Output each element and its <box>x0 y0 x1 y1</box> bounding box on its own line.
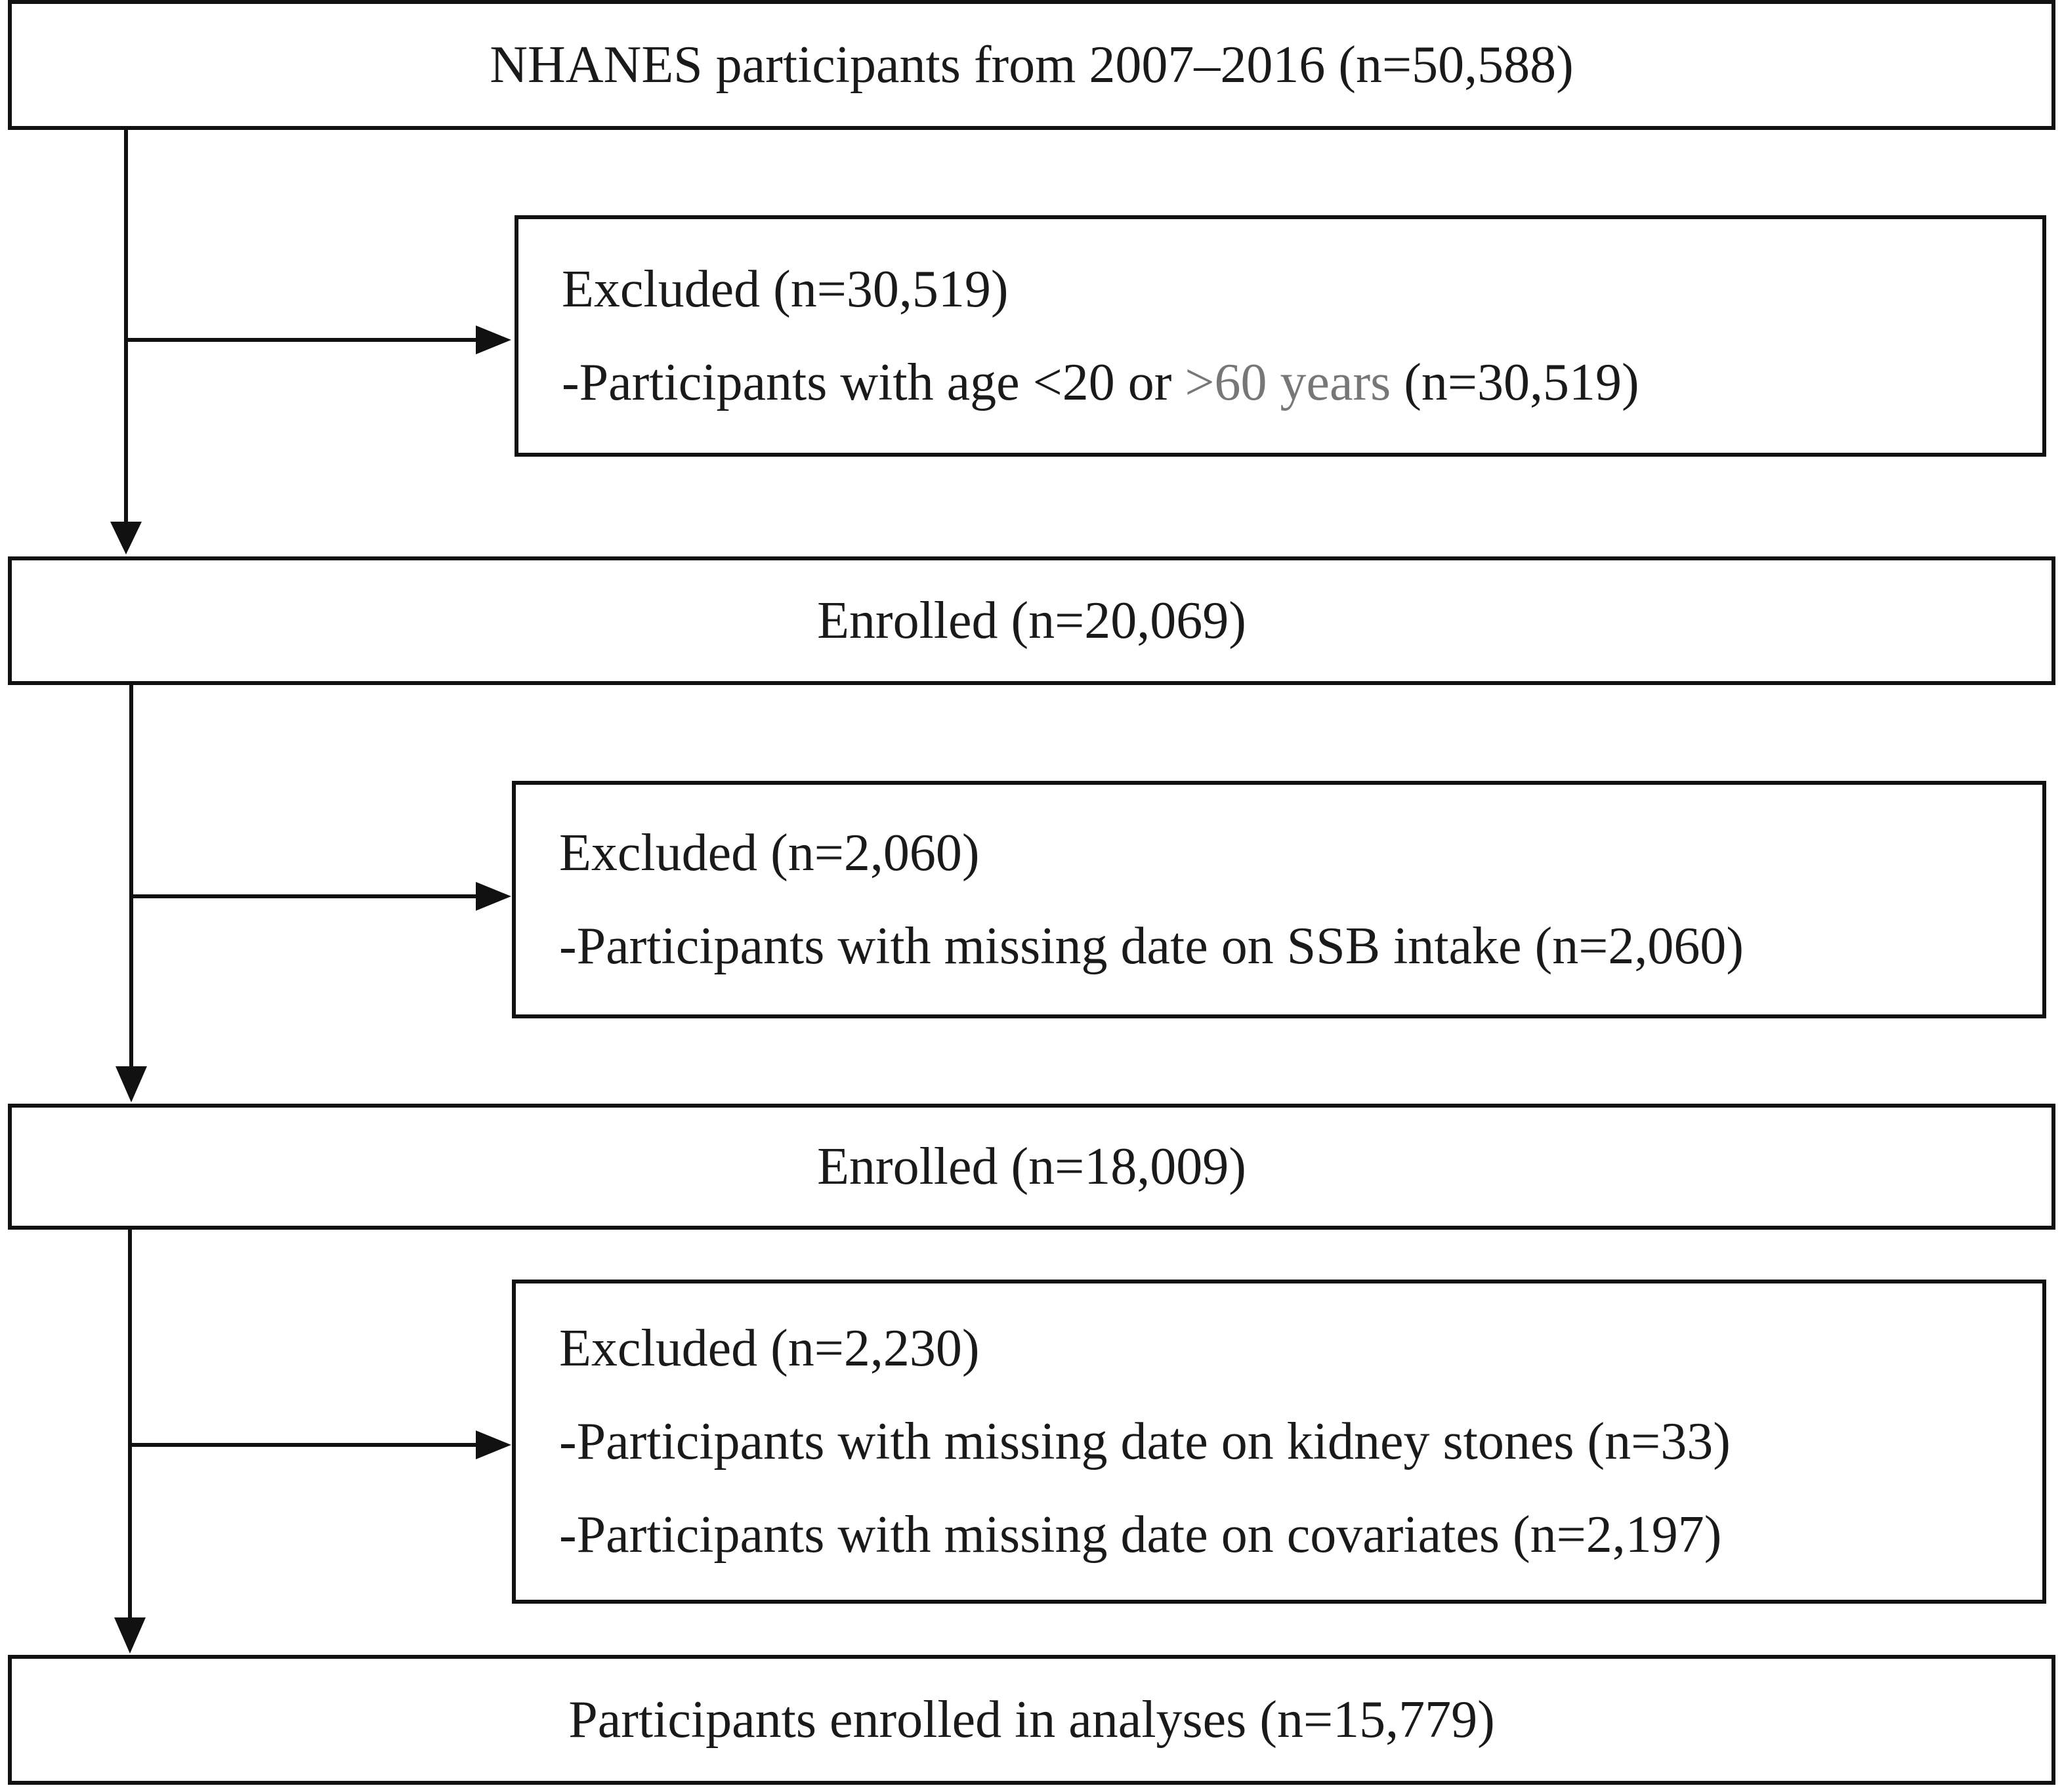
exclusion-box-1 <box>515 215 2046 457</box>
enrolled-box-1 <box>8 556 2055 685</box>
enrolled-1-label: Enrolled (n=20,069) <box>817 592 1246 650</box>
exclusion-1-item-prefix: -Participants with age <20 or <box>562 354 1185 411</box>
final-label: Participants enrolled in analyses (n=15,779) <box>568 1691 1495 1749</box>
exclusion-2-item: -Participants with missing date on SSB intake (n=2,060) <box>559 917 1744 975</box>
arrowhead-down-2 <box>116 1066 147 1102</box>
exclusion-3-title: Excluded (n=2,230) <box>559 1320 980 1377</box>
exclusion-3-item-1: -Participants with missing date on kidney stones (n=33) <box>559 1413 1731 1470</box>
enrolled-2-label: Enrolled (n=18,009) <box>817 1138 1246 1196</box>
arrowhead-right-3 <box>476 1430 511 1459</box>
start-box <box>8 0 2055 130</box>
exclusion-1-title: Excluded (n=30,519) <box>562 260 1009 318</box>
arrowhead-right-1 <box>476 325 511 354</box>
exclusion-box-2 <box>512 781 2046 1018</box>
exclusion-3-item-2: -Participants with missing date on covariates (n=2,197) <box>559 1506 1722 1564</box>
exclusion-1-item-suffix: (n=30,519) <box>1391 354 1639 411</box>
exclusion-2-title: Excluded (n=2,060) <box>559 824 980 882</box>
arrowhead-right-2 <box>476 882 511 911</box>
arrowhead-down-3 <box>114 1617 146 1654</box>
exclusion-box-3 <box>512 1280 2046 1604</box>
exclusion-1-item <box>562 356 2042 409</box>
final-box <box>8 1655 2055 1785</box>
arrowhead-down-1 <box>110 522 142 554</box>
enrolled-box-2 <box>8 1104 2055 1230</box>
exclusion-1-item-highlight: >60 years <box>1185 354 1391 411</box>
start-label: NHANES participants from 2007–2016 (n=50,588) <box>490 36 1574 94</box>
